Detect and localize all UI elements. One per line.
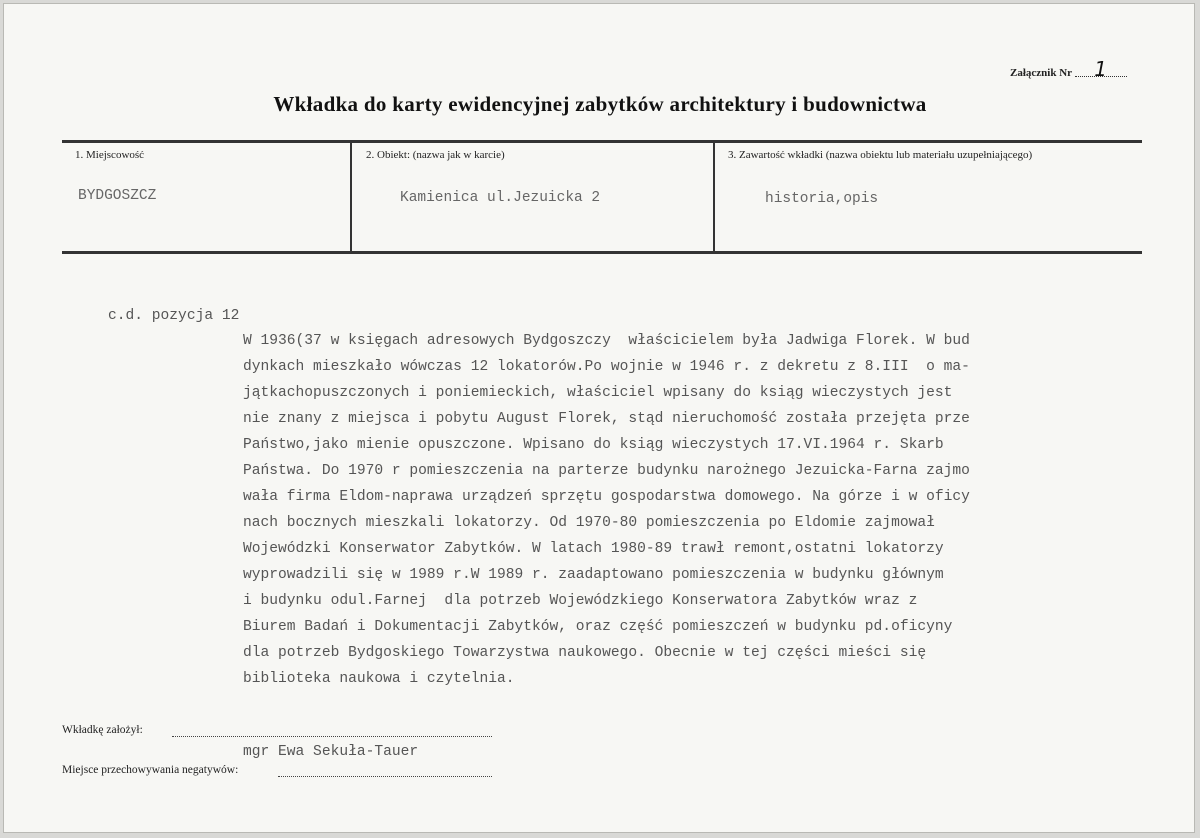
body-line: jątkachopuszczonych i poniemieckich, właściciel wpisany do ksiąg wieczystych jest <box>243 385 953 401</box>
column-divider-1 <box>350 142 352 252</box>
column-locality-label: 1. Miejscowość <box>75 149 145 161</box>
contents-value: historia,opis <box>765 191 879 207</box>
created-by-dotted-line <box>172 736 492 737</box>
body-line: wyprowadzili się w 1989 r.W 1989 r. zaadaptowano pomieszczenia w budynku głównym <box>243 567 944 583</box>
body-line: biblioteka naukowa i czytelnia. <box>243 671 515 687</box>
annex-number: 1 <box>1075 62 1127 77</box>
body-line: Wojewódzki Konserwator Zabytków. W latach 1980-89 trawł remont,ostatni lokatorzy <box>243 541 944 557</box>
negatives-location-label: Miejsce przechowywania negatywów: <box>62 764 239 776</box>
column-divider-2 <box>713 142 715 252</box>
body-line: Państwa. Do 1970 r pomieszczenia na parterze budynku narożnego Jezuicka-Farna zajmo <box>243 463 970 479</box>
body-line: Biurem Badań i Dokumentacji Zabytków, oraz część pomieszczeń w budynku pd.oficyny <box>243 619 953 635</box>
form-title: Wkładka do karty ewidencyjnej zabytków architektury i budownictwa <box>273 92 927 116</box>
body-line: nie znany z miejsca i pobytu August Florek, stąd nieruchomość została przejęta prze <box>243 411 970 427</box>
table-top-rule <box>62 140 1142 143</box>
body-line: dynkach mieszkało wówczas 12 lokatorów.Po wojnie w 1946 r. z dekretu z 8.III o ma- <box>243 359 970 375</box>
locality-value: BYDGOSZCZ <box>78 188 157 204</box>
body-line: nach bocznych mieszkali lokatorzy. Od 1970-80 pomieszczenia po Eldomie zajmował <box>243 515 935 531</box>
body-line: Państwo,jako mienie opuszczone. Wpisano do ksiąg wieczystych 17.VI.1964 r. Skarb <box>243 437 944 453</box>
table-bottom-rule <box>62 251 1142 254</box>
negatives-location-dotted-line <box>278 776 492 777</box>
column-object-label: 2. Obiekt: (nazwa jak w karcie) <box>366 149 505 161</box>
body-line: i budynku odul.Farnej dla potrzeb Wojewódzkiego Konserwatora Zabytków wraz z <box>243 593 918 609</box>
body-line: W 1936(37 w księgach adresowych Bydgoszczy właścicielem była Jadwiga Florek. W bud <box>243 333 970 349</box>
annex-label-text: Załącznik Nr <box>1010 67 1072 79</box>
continuation-note: c.d. pozycja 12 <box>108 308 240 324</box>
body-line: wała firma Eldom-naprawa urządzeń sprzętu gospodarstwa domowego. Na górze i w oficy <box>243 489 970 505</box>
created-by-label: Wkładkę założył: <box>62 724 143 736</box>
object-value: Kamienica ul.Jezuicka 2 <box>400 190 601 206</box>
annex-label <box>1010 57 1127 81</box>
created-by-value: mgr Ewa Sekuła-Tauer <box>243 744 419 760</box>
body-line: dla potrzeb Bydgoskiego Towarzystwa naukowego. Obecnie w tej części mieści się <box>243 645 927 661</box>
column-contents-label: 3. Zawartość wkładki (nazwa obiektu lub materiału uzupełniającego) <box>728 149 1033 161</box>
